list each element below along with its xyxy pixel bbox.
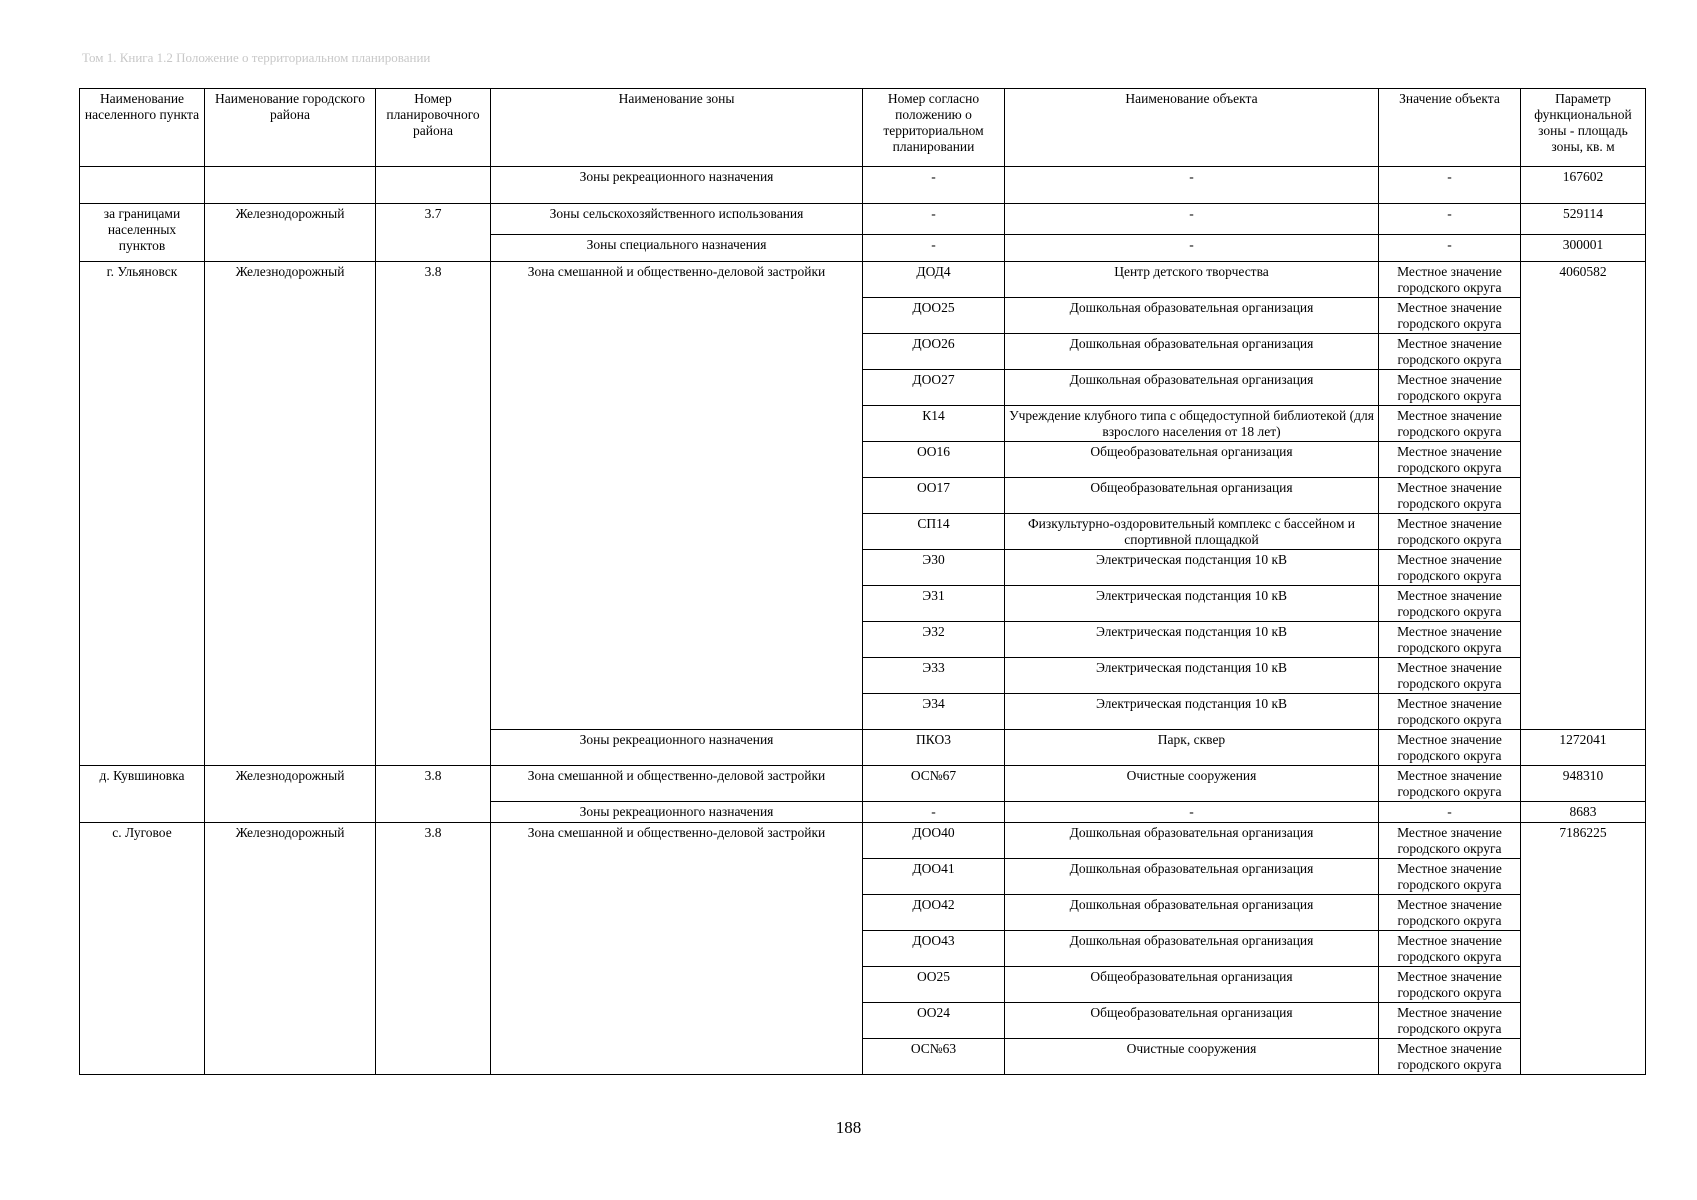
cell-area: 4060582 (1521, 262, 1646, 730)
col-header-area: Параметр функциональной зоны - площадь зоны, кв. м (1521, 89, 1646, 167)
cell-object-number: ДОО42 (863, 895, 1005, 931)
cell-object-value: Местное значение городского округа (1379, 370, 1521, 406)
cell-object-number: - (863, 167, 1005, 204)
cell-object-name: - (1005, 802, 1379, 823)
col-header-object-value: Значение объекта (1379, 89, 1521, 167)
cell-object-value: Местное значение городского округа (1379, 823, 1521, 859)
cell-object-value: Местное значение городского округа (1379, 967, 1521, 1003)
cell-object-number: СП14 (863, 514, 1005, 550)
cell-object-value: Местное значение городского округа (1379, 766, 1521, 802)
cell-district (205, 167, 376, 204)
cell-object-value: - (1379, 167, 1521, 204)
table-row (80, 262, 1646, 298)
running-header: Том 1. Книга 1.2 Положение о территориальном планировании (82, 50, 431, 65)
cell-object-value: Местное значение городского округа (1379, 406, 1521, 442)
cell-plan-number (376, 167, 491, 204)
cell-settlement: за границами населенных пунктов (80, 204, 205, 262)
cell-settlement: д. Кувшиновка (80, 766, 205, 823)
cell-object-name: Дошкольная образовательная организация (1005, 931, 1379, 967)
cell-object-value: - (1379, 204, 1521, 235)
cell-object-name: Физкультурно-оздоровительный комплекс с бассейном и спортивной площадкой (1005, 514, 1379, 550)
cell-object-value: Местное значение городского округа (1379, 622, 1521, 658)
cell-district: Железнодорожный (205, 204, 376, 262)
cell-area: 529114 (1521, 204, 1646, 235)
cell-object-name: Дошкольная образовательная организация (1005, 823, 1379, 859)
cell-plan-number: 3.7 (376, 204, 491, 262)
cell-object-name: Электрическая подстанция 10 кВ (1005, 694, 1379, 730)
cell-object-name: Общеобразовательная организация (1005, 442, 1379, 478)
cell-object-number: ДОО25 (863, 298, 1005, 334)
cell-object-value: Местное значение городского округа (1379, 262, 1521, 298)
cell-object-value: Местное значение городского округа (1379, 334, 1521, 370)
cell-object-name: Дошкольная образовательная организация (1005, 859, 1379, 895)
cell-object-number: ПКО3 (863, 730, 1005, 766)
cell-area: 948310 (1521, 766, 1646, 802)
cell-object-number: ДОО26 (863, 334, 1005, 370)
col-header-settlement: Наименование населенного пункта (80, 89, 205, 167)
cell-plan-number: 3.8 (376, 823, 491, 1075)
cell-object-number: ОС№67 (863, 766, 1005, 802)
col-header-zone: Наименование зоны (491, 89, 863, 167)
table-row (80, 204, 1646, 235)
cell-object-number: ОО17 (863, 478, 1005, 514)
cell-object-name: Учреждение клубного типа с общедоступной библиотекой (для взрослого населения от 18 лет) (1005, 406, 1379, 442)
cell-zone: Зоны рекреационного назначения (491, 802, 863, 823)
cell-object-name: Очистные сооружения (1005, 766, 1379, 802)
cell-object-value: Местное значение городского округа (1379, 550, 1521, 586)
cell-area: 167602 (1521, 167, 1646, 204)
cell-object-value: Местное значение городского округа (1379, 478, 1521, 514)
cell-object-name: Электрическая подстанция 10 кВ (1005, 586, 1379, 622)
cell-object-name: Центр детского творчества (1005, 262, 1379, 298)
cell-plan-number: 3.8 (376, 262, 491, 766)
cell-object-value: Местное значение городского округа (1379, 1003, 1521, 1039)
cell-object-name: - (1005, 204, 1379, 235)
cell-object-number: Э31 (863, 586, 1005, 622)
cell-object-number: ДОО27 (863, 370, 1005, 406)
cell-object-number: К14 (863, 406, 1005, 442)
cell-object-number: Э34 (863, 694, 1005, 730)
cell-object-name: - (1005, 235, 1379, 262)
cell-zone: Зоны сельскохозяйственного использования (491, 204, 863, 235)
cell-area: 7186225 (1521, 823, 1646, 1075)
cell-object-number: ОС№63 (863, 1039, 1005, 1075)
cell-object-name: Общеобразовательная организация (1005, 478, 1379, 514)
cell-object-value: Местное значение городского округа (1379, 586, 1521, 622)
cell-object-value: Местное значение городского округа (1379, 694, 1521, 730)
cell-object-number: - (863, 204, 1005, 235)
cell-zone: Зоны рекреационного назначения (491, 730, 863, 766)
cell-object-name: Дошкольная образовательная организация (1005, 298, 1379, 334)
table-row (80, 766, 1646, 802)
cell-object-name: Дошкольная образовательная организация (1005, 370, 1379, 406)
cell-object-name: Общеобразовательная организация (1005, 967, 1379, 1003)
cell-zone: Зона смешанной и общественно-деловой застройки (491, 823, 863, 1075)
cell-object-number: Э30 (863, 550, 1005, 586)
cell-object-name: Электрическая подстанция 10 кВ (1005, 622, 1379, 658)
cell-object-number: ОО25 (863, 967, 1005, 1003)
cell-object-value: - (1379, 235, 1521, 262)
cell-zone: Зона смешанной и общественно-деловой застройки (491, 262, 863, 730)
cell-object-name: Общеобразовательная организация (1005, 1003, 1379, 1039)
col-header-plan-number: Номер планировочного района (376, 89, 491, 167)
cell-object-value: Местное значение городского округа (1379, 859, 1521, 895)
cell-object-value: Местное значение городского округа (1379, 658, 1521, 694)
cell-object-number: ДОД4 (863, 262, 1005, 298)
cell-object-name: Электрическая подстанция 10 кВ (1005, 658, 1379, 694)
cell-object-number: ОО16 (863, 442, 1005, 478)
cell-object-value: Местное значение городского округа (1379, 514, 1521, 550)
cell-object-number: ОО24 (863, 1003, 1005, 1039)
cell-object-number: ДОО40 (863, 823, 1005, 859)
cell-zone: Зоны рекреационного назначения (491, 167, 863, 204)
cell-object-name: Дошкольная образовательная организация (1005, 895, 1379, 931)
cell-district: Железнодорожный (205, 823, 376, 1075)
table-row (80, 167, 1646, 204)
cell-settlement: с. Луговое (80, 823, 205, 1075)
cell-object-value: Местное значение городского округа (1379, 895, 1521, 931)
cell-settlement (80, 167, 205, 204)
cell-object-number: Э32 (863, 622, 1005, 658)
cell-area: 300001 (1521, 235, 1646, 262)
cell-object-number: ДОО43 (863, 931, 1005, 967)
cell-object-name: Парк, сквер (1005, 730, 1379, 766)
col-header-object-name: Наименование объекта (1005, 89, 1379, 167)
cell-plan-number: 3.8 (376, 766, 491, 823)
page-number: 188 (835, 1118, 862, 1137)
table-header-row (80, 89, 1646, 167)
cell-object-name: - (1005, 167, 1379, 204)
cell-object-number: - (863, 802, 1005, 823)
zones-table (79, 88, 1646, 1075)
cell-object-number: ДОО41 (863, 859, 1005, 895)
cell-object-number: Э33 (863, 658, 1005, 694)
cell-district: Железнодорожный (205, 766, 376, 823)
cell-settlement: г. Ульяновск (80, 262, 205, 766)
cell-object-name: Очистные сооружения (1005, 1039, 1379, 1075)
cell-object-value: - (1379, 802, 1521, 823)
table-row (80, 823, 1646, 859)
cell-object-name: Электрическая подстанция 10 кВ (1005, 550, 1379, 586)
cell-object-name: Дошкольная образовательная организация (1005, 334, 1379, 370)
cell-object-value: Местное значение городского округа (1379, 298, 1521, 334)
cell-zone: Зоны специального назначения (491, 235, 863, 262)
cell-object-value: Местное значение городского округа (1379, 730, 1521, 766)
cell-area: 1272041 (1521, 730, 1646, 766)
cell-area: 8683 (1521, 802, 1646, 823)
col-header-object-number: Номер согласно положению о территориальном планировании (863, 89, 1005, 167)
col-header-district: Наименование городского района (205, 89, 376, 167)
cell-object-value: Местное значение городского округа (1379, 931, 1521, 967)
cell-object-value: Местное значение городского округа (1379, 442, 1521, 478)
cell-object-value: Местное значение городского округа (1379, 1039, 1521, 1075)
cell-object-number: - (863, 235, 1005, 262)
cell-zone: Зона смешанной и общественно-деловой застройки (491, 766, 863, 802)
cell-district: Железнодорожный (205, 262, 376, 766)
